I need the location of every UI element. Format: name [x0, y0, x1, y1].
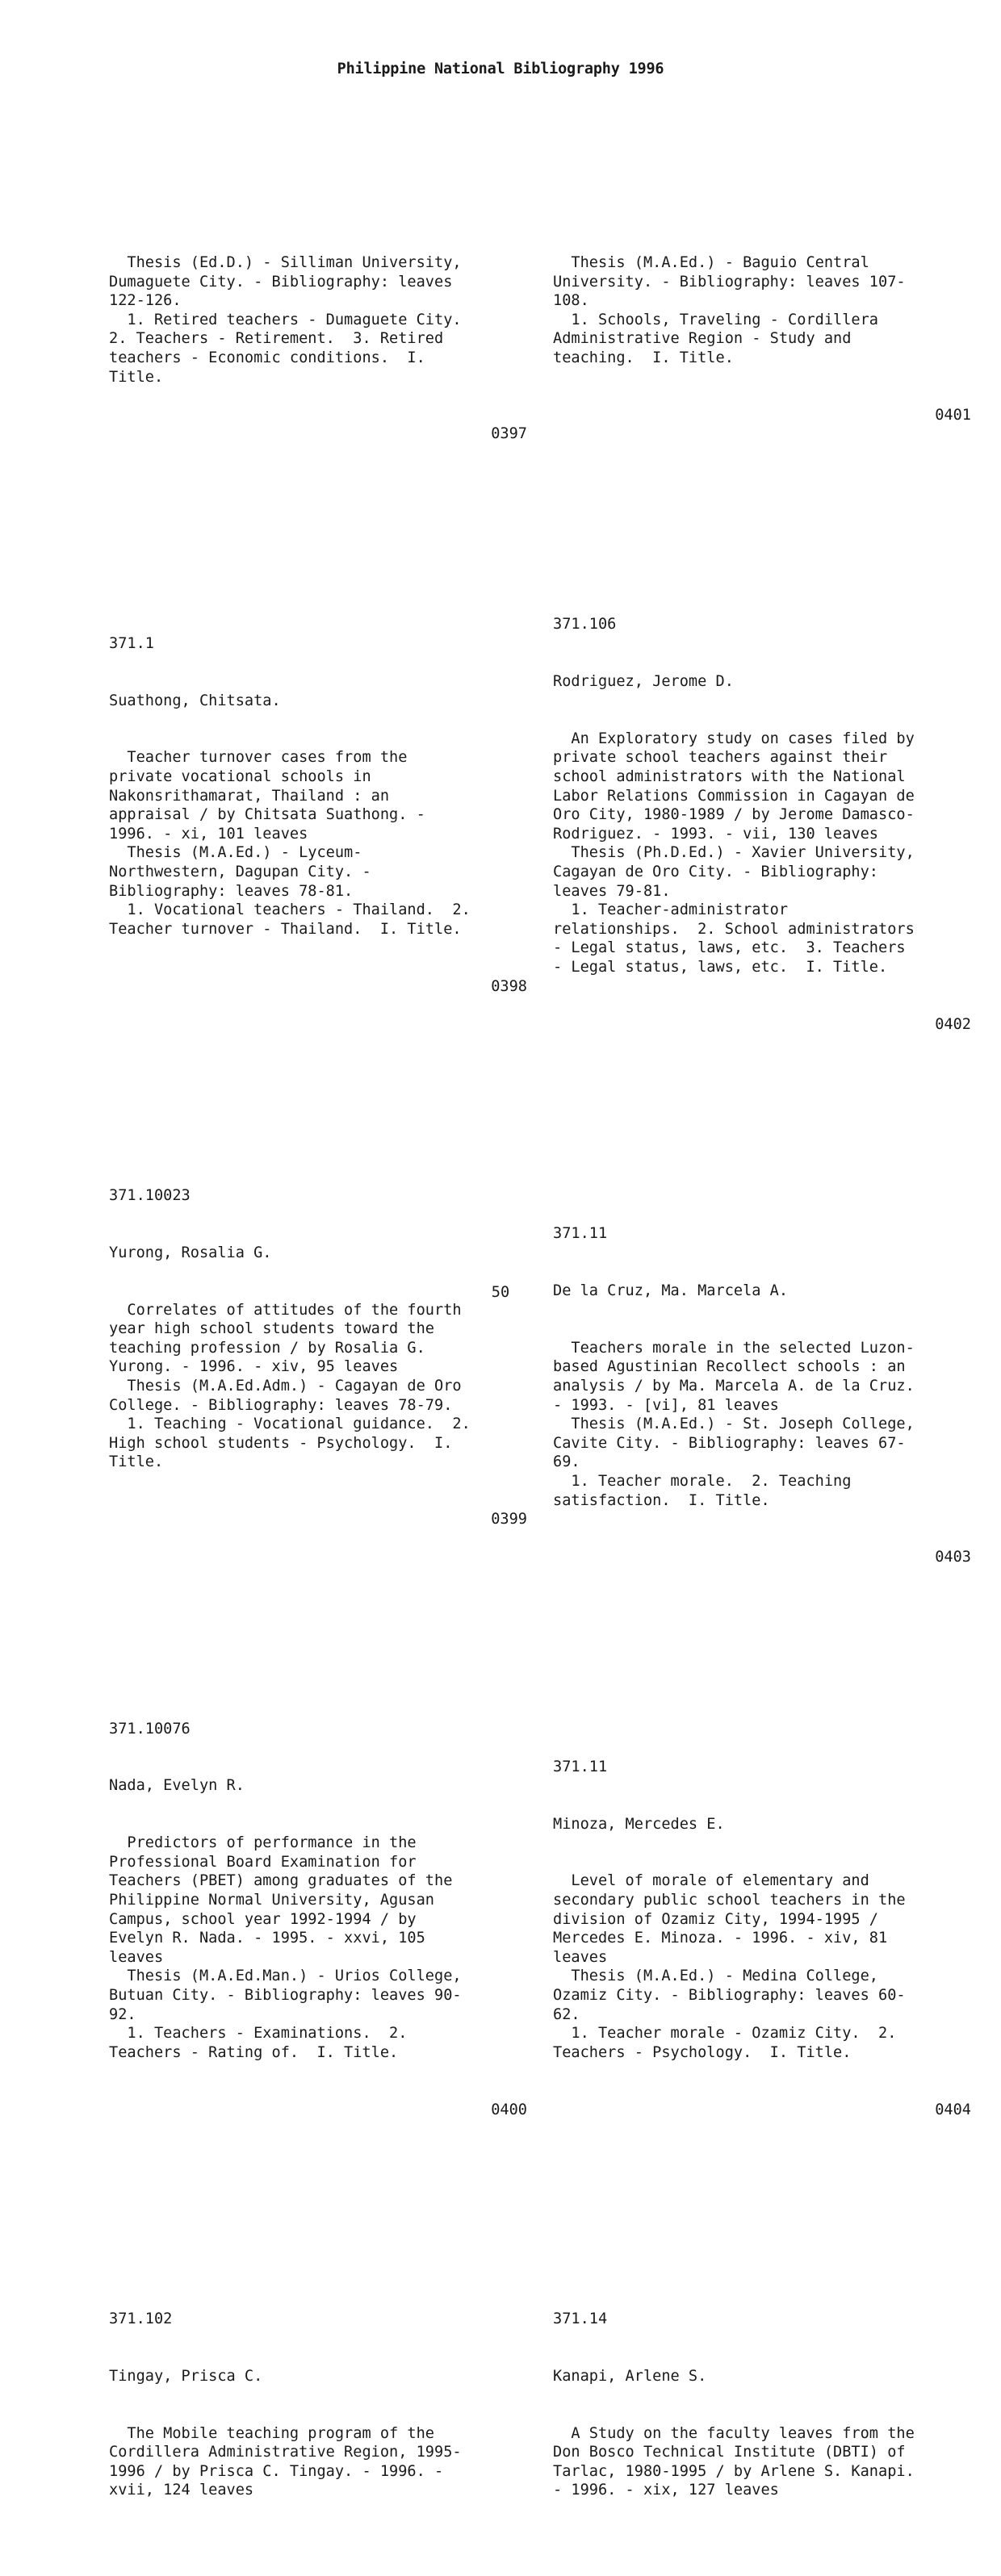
bib-entry-0401 [553, 215, 971, 463]
entry-call-number: 371.10076 [109, 1720, 191, 1738]
entry-accession-number: 0398 [491, 977, 527, 995]
entry-body: Thesis (Ed.D.) - Silliman University, Dumaguete City. - Bibliography: leaves 122-126. 1. Retired teachers - Dumaguete City. 2. Teachers - Retirement. 3. Retired teachers - Economic conditions. I. Title. [109, 253, 462, 386]
entry-body: The Mobile teaching program of the Cordillera Administrative Region, 1995- 1996 / by Prisca C. Tingay. - 1996. - xvii, 124 leaves [109, 2424, 462, 2499]
page-number: 50 [491, 1284, 510, 1301]
entry-separator [553, 2196, 971, 2215]
entry-body: Thesis (M.A.Ed.) - Baguio Central University. - Bibliography: leaves 107- 108. 1. Schools, Traveling - Cordillera Administrative Region - Study and teaching. I. Title. [553, 253, 906, 366]
entry-body: Predictors of performance in the Professional Board Examination for Teachers (PBET) among graduates of the Philippine Normal University, Agusan Campus, school year 1992-1994 / by Evelyn R. Nada. - 1995. - xxvi, 105 leaves Thesis (M.A.Ed.Man.) - Urios College, Butuan City. - Bibliography: leaves 90- 92. 1. Teachers - Examinations. 2. Teachers - Rating of. I. Title. [109, 1834, 462, 2061]
entry-separator [109, 2196, 527, 2215]
entry-author: Tingay, Prisca C. [109, 2367, 263, 2385]
bib-entry-0400 [109, 1682, 527, 2158]
entry-author: Nada, Evelyn R. [109, 1777, 245, 1795]
entry-call-number: 371.14 [553, 2310, 608, 2328]
entry-call-number: 371.11 [553, 1758, 608, 1775]
entry-call-number: 371.10023 [109, 1187, 191, 1205]
entry-accession-number: 0401 [935, 406, 971, 424]
entry-accession-number: 0397 [491, 425, 527, 443]
entry-accession-number: 0402 [935, 1015, 971, 1033]
entry-accession-number: 0400 [491, 2101, 527, 2118]
bib-entry-0398 [109, 596, 527, 1035]
entry-separator [109, 1605, 527, 1625]
entry-body: An Exploratory study on cases filed by private school teachers against their school administrators with the National Labor Relations Commission in Cagayan de Oro City, 1980-1989 / by Jerome Damasco- Rodriguez. - 1993. - vii, 130 leaves Thesis (Ph.D.Ed.) - Xavier University, Cagayan de Oro City. - Bibliography: leaves 79-81. 1. Teacher-administrator relationships. 2. School administrators - Legal status, laws, etc. 3. Teachers - Legal status, laws, etc. I. Title. [553, 730, 915, 976]
entry-body: Correlates of attitudes of the fourth year high school students toward the teaching profession / by Rosalia G. Yurong. - 1996. - xiv, 95 leaves Thesis (M.A.Ed.Adm.) - Cagayan de Oro College. - Bibliography: leaves 78-79. 1. Teaching - Vocational guidance. 2. High school students - Psychology. I. Title. [109, 1301, 471, 1471]
page-header-title: Philippine National Bibliography 1996 [337, 61, 664, 77]
entry-separator [109, 1073, 527, 1092]
entry-author: Suathong, Chitsata. [109, 692, 281, 709]
entry-separator [553, 501, 971, 521]
bib-entry-0405-start [553, 2272, 971, 2538]
entry-author: Kanapi, Arlene S. [553, 2367, 707, 2385]
entry-call-number: 371.11 [553, 1225, 608, 1243]
entry-author: Yurong, Rosalia G. [109, 1244, 272, 1261]
entry-author: De la Cruz, Ma. Marcela A. [553, 1282, 789, 1300]
bib-entry-0404 [553, 1720, 971, 2158]
bib-entry-0401-start [109, 2272, 527, 2538]
entry-author: Rodriguez, Jerome D. [553, 673, 734, 691]
entry-body: Level of morale of elementary and secondary public school teachers in the division of Ozamiz City, 1994-1995 / Mercedes E. Minoza. - 1996. - xiv, 81 leaves Thesis (M.A.Ed.) - Medina College, Ozamiz City. - Bibliography: leaves 60- 62. 1. Teacher morale - Ozamiz City. 2. Teachers - Psychology. I. Title. [553, 1872, 906, 2061]
bib-entry-0397 [109, 215, 527, 482]
entry-body: A Study on the faculty leaves from the Don Bosco Technical Institute (DBTI) of Tarlac, 1980-1995 / by Arlene S. Kanapi. - 1996. - xix, 127 leaves [553, 2424, 915, 2499]
left-column [109, 158, 527, 2576]
bib-entry-0402 [553, 577, 971, 1072]
entry-body: Teacher turnover cases from the private vocational schools in Nakonsrithamarat, Thailand : an appraisal / by Chitsata Suathong. - 1996. - xi, 101 leaves Thesis (M.A.Ed.) - Lyceum- Northwestern, Dagupan City. - Bibliography: leaves 78-81. 1. Vocational teachers - Thailand. 2. Teacher turnover - Thailand. I. Title. [109, 749, 471, 938]
entry-accession-number: 0403 [935, 1549, 971, 1566]
entry-call-number: 371.102 [109, 2310, 173, 2328]
bib-entry-0403 [553, 1186, 971, 1605]
entry-accession-number: 0399 [491, 1511, 527, 1528]
entry-separator [553, 1110, 971, 1130]
entry-author: Minoza, Mercedes E. [553, 1815, 725, 1833]
entry-call-number: 371.1 [109, 634, 154, 652]
right-column [553, 158, 971, 2576]
entry-separator [109, 520, 527, 539]
bib-entry-0399 [109, 1148, 527, 1567]
entry-body: Teachers morale in the selected Luzon- based Agustinian Recollect schools : an analysis / by Ma. Marcela A. de la Cruz. - 1993. - [vi], 81 leaves Thesis (M.A.Ed.) - St. Joseph College, Cavite City. - Bibliography: leaves 67- 69. 1. Teacher morale. 2. Teaching satisfaction. I. Title. [553, 1339, 915, 1509]
entry-separator [553, 1643, 971, 1662]
entry-accession-number: 0404 [935, 2101, 971, 2118]
entry-call-number: 371.106 [553, 616, 617, 634]
